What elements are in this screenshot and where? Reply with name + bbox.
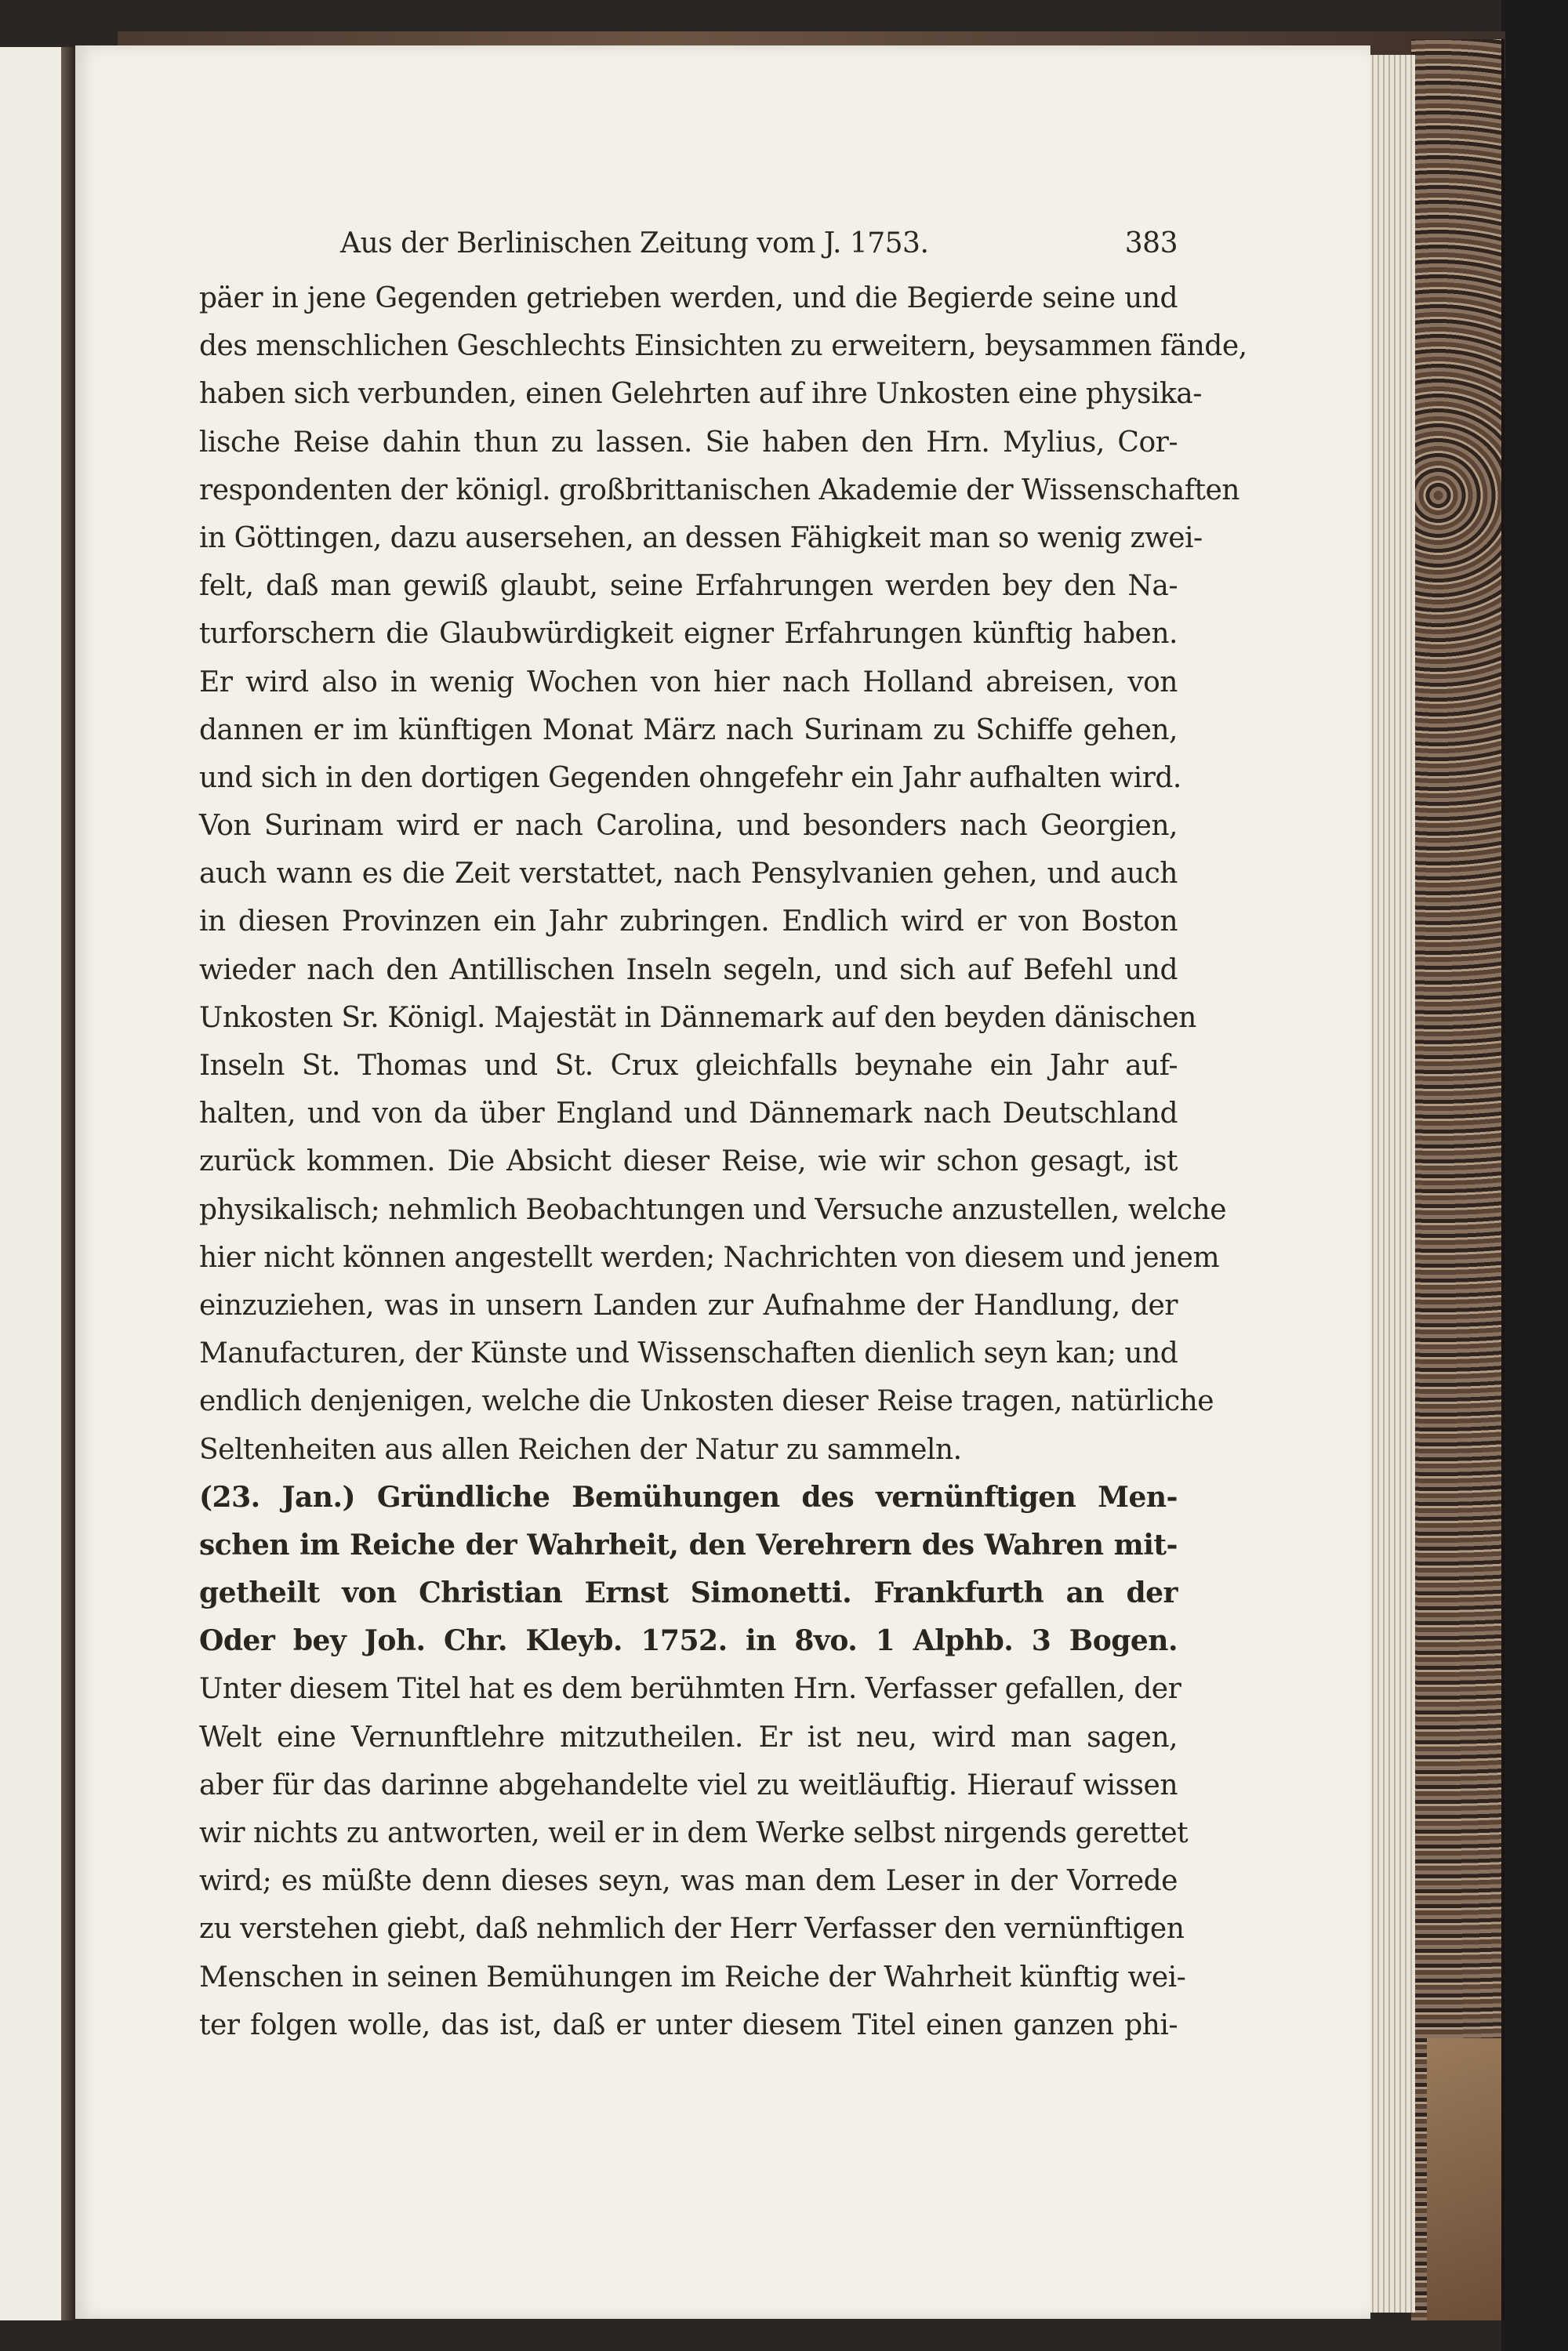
text-line: lische Reise dahin thun zu lassen. Sie haben den Hrn. Mylius, Cor-	[199, 426, 1178, 459]
text-line: Unter diesem Titel hat es dem berühmten Hrn. Verfasser gefallen, der	[199, 1673, 1181, 1706]
text-line: turforschern die Glaubwürdigkeit eigner Erfahrungen künftig haben.	[199, 618, 1178, 651]
cover-corner	[1427, 2038, 1501, 2320]
text-line: felt, daß man gewiß glaubt, seine Erfahrungen werden bey den Na-	[199, 570, 1178, 603]
text-line: Von Surinam wird er nach Carolina, und besonders nach Georgien,	[199, 810, 1178, 843]
text-line: zu verstehen giebt, daß nehmlich der Herr Verfasser den vernünftigen	[199, 1913, 1185, 1946]
text-line: getheilt von Christian Ernst Simonetti. Frankfurth an der	[199, 1576, 1178, 1610]
text-line: Unkosten Sr. Königl. Majestät in Dännemark auf den beyden dänischen	[199, 1001, 1196, 1034]
text-line: endlich denjenigen, welche die Unkosten dieser Reise tragen, natürliche	[199, 1385, 1214, 1418]
text-line: (23. Jan.) Gründliche Bemühungen des vernünftigen Men-	[199, 1480, 1178, 1514]
text-line: physikalisch; nehmlich Beobachtungen und Versuche anzustellen, welche	[199, 1193, 1227, 1226]
text-line: zurück kommen. Die Absicht dieser Reise, wie wir schon gesagt, ist	[199, 1145, 1178, 1178]
text-line: Manufacturen, der Künste und Wissenschaften dienlich seyn kan; und	[199, 1337, 1178, 1370]
text-line: dannen er im künftigen Monat März nach Surinam zu Schiffe gehen,	[199, 713, 1178, 746]
scan-background	[1501, 0, 1568, 2351]
text-line: Oder bey Joh. Chr. Kleyb. 1752. in 8vo. 1 Alphb. 3 Bogen.	[199, 1624, 1178, 1658]
text-line: halten, und von da über England und Dännemark nach Deutschland	[199, 1097, 1178, 1130]
text-line: Menschen in seinen Bemühungen im Reiche der Wahrheit künftig wei-	[199, 1961, 1186, 1994]
text-line: Er wird also in wenig Wochen von hier nach Holland abreisen, von	[199, 666, 1178, 698]
text-line: ter folgen wolle, das ist, daß er unter diesem Titel einen ganzen phi-	[199, 2008, 1178, 2041]
page-text	[199, 227, 1247, 2049]
text-line: aber für das darinne abgehandelte viel zu weitläuftig. Hierauf wissen	[199, 1769, 1178, 1801]
text-line: in diesen Provinzen ein Jahr zubringen. Endlich wird er von Boston	[199, 905, 1178, 938]
text-line: päer in jene Gegenden getrieben werden, und die Begierde seine und	[199, 282, 1178, 314]
running-header	[199, 227, 1178, 274]
text-line: wieder nach den Antillischen Inseln segeln, und sich auf Befehl und	[199, 953, 1178, 986]
text-line: auch wann es die Zeit verstattet, nach Pensylvanien gehen, und auch	[199, 858, 1178, 891]
text-line: einzuziehen, was in unsern Landen zur Aufnahme der Handlung, der	[199, 1289, 1178, 1322]
body-text	[199, 274, 1247, 2049]
book-spine	[61, 47, 75, 2320]
text-line: Inseln St. Thomas und St. Crux gleichfalls beynahe ein Jahr auf-	[199, 1050, 1178, 1082]
text-line: in Göttingen, dazu ausersehen, an dessen Fähigkeit man so wenig zwei-	[199, 521, 1203, 554]
page-number: 383	[1124, 227, 1178, 259]
text-line: Seltenheiten aus allen Reichen der Natur zu sammeln.	[199, 1433, 962, 1466]
text-line: und sich in den dortigen Gegenden ohngefehr ein Jahr aufhalten wird.	[199, 761, 1181, 794]
text-line: des menschlichen Geschlechts Einsichten zu erweitern, beysammen fände,	[199, 330, 1247, 363]
text-line: respondenten der königl. großbrittanischen Akademie der Wissenschaften	[199, 473, 1240, 506]
text-line: hier nicht können angestellt werden; Nachrichten von diesem und jenem	[199, 1241, 1220, 1274]
text-line: wird; es müßte denn dieses seyn, was man dem Leser in der Vorrede	[199, 1865, 1178, 1898]
marbled-cover	[1411, 39, 1504, 2320]
text-line: schen im Reiche der Wahrheit, den Verehrern des Wahren mit-	[199, 1528, 1178, 1562]
page-edges	[1368, 55, 1415, 2313]
running-title: Aus der Berlinischen Zeitung vom J. 1753.	[340, 227, 929, 259]
text-line: Welt eine Vernunftlehre mitzutheilen. Er ist neu, wird man sagen,	[199, 1721, 1178, 1754]
text-line: wir nichts zu antworten, weil er in dem Werke selbst nirgends gerettet	[199, 1817, 1189, 1849]
text-line: haben sich verbunden, einen Gelehrten auf ihre Unkosten eine physika-	[199, 378, 1202, 411]
